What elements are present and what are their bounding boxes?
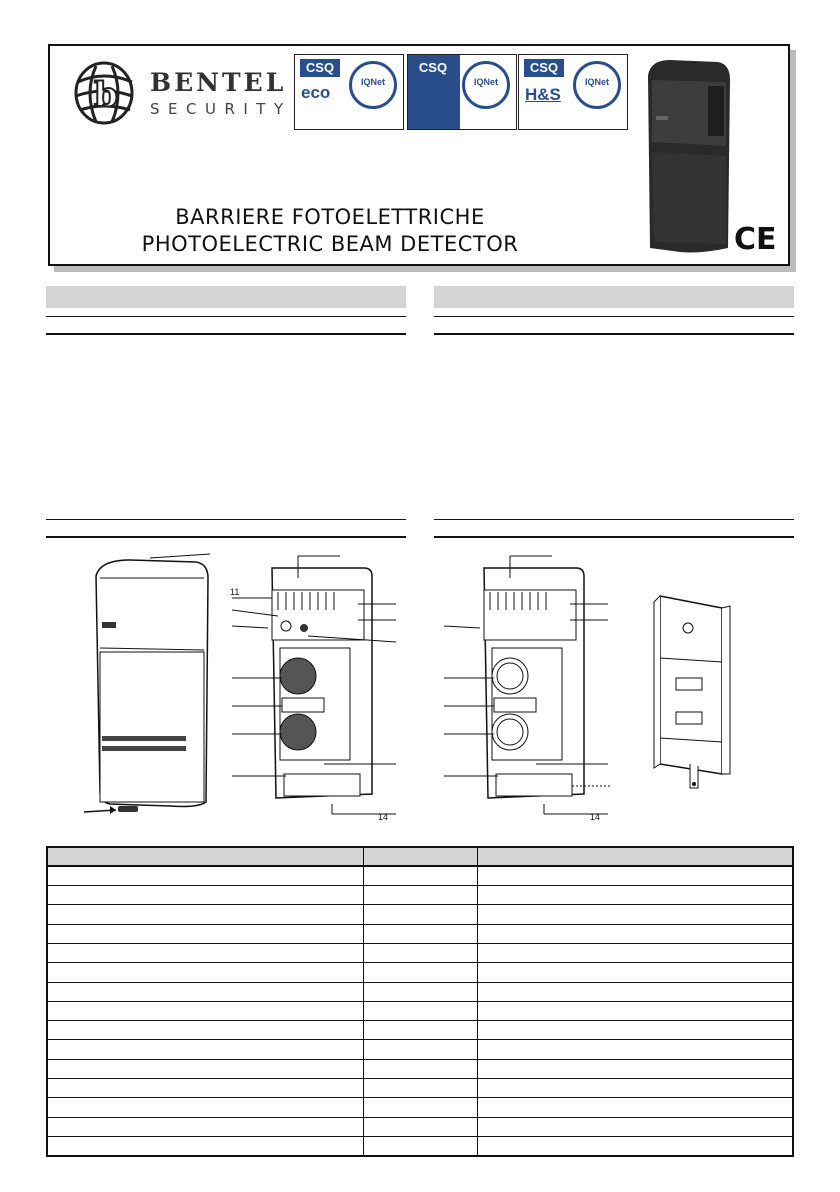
iqnet-seal-icon: IQNet (349, 61, 397, 109)
table-cell (363, 1079, 477, 1098)
table-cell (477, 1079, 793, 1098)
table-cell (363, 943, 477, 962)
table-row (47, 1079, 793, 1098)
data-table (46, 846, 794, 1157)
rule (434, 536, 794, 538)
mounting-bracket-diagram (650, 588, 740, 800)
table-row (47, 905, 793, 924)
table-cell (363, 1001, 477, 1020)
table-header-cell (363, 847, 477, 866)
table-cell (47, 1098, 363, 1117)
detector-internal-diagram-b (440, 548, 612, 822)
detector-cover-diagram (70, 548, 220, 828)
table-cell (477, 982, 793, 1001)
section-bar-left (46, 286, 406, 308)
table-cell (477, 905, 793, 924)
table-cell (477, 943, 793, 962)
csq-badge: CSQ (524, 59, 564, 77)
rule (434, 316, 794, 317)
table-cell (47, 866, 363, 885)
table-cell (47, 1040, 363, 1059)
table-cell (363, 963, 477, 982)
rule (46, 536, 406, 538)
table-cell (477, 1117, 793, 1136)
table-cell (477, 1021, 793, 1040)
table-cell (363, 982, 477, 1001)
table-cell (47, 924, 363, 943)
callout-14: 14 (378, 812, 389, 822)
table-row (47, 982, 793, 1001)
table-cell (477, 1098, 793, 1117)
callout-11: 11 (230, 587, 240, 597)
table-row (47, 1059, 793, 1078)
cert-quality (407, 54, 517, 130)
iqnet-seal-icon: IQNet (462, 61, 510, 109)
table-cell (363, 1040, 477, 1059)
table-row (47, 886, 793, 905)
table-cell (363, 1117, 477, 1136)
table-cell (477, 963, 793, 982)
table-row (47, 1001, 793, 1020)
table-cell (363, 1098, 477, 1117)
table-cell (47, 1001, 363, 1020)
table-cell (477, 1059, 793, 1078)
table-cell (477, 1001, 793, 1020)
callout-14: 14 (590, 812, 601, 822)
table-cell (47, 1059, 363, 1078)
rule (46, 333, 406, 335)
table-cell (363, 866, 477, 885)
table-row (47, 1117, 793, 1136)
table-cell (477, 924, 793, 943)
table-row (47, 1136, 793, 1155)
table-cell (47, 982, 363, 1001)
cert-hs (518, 54, 628, 130)
section-bar-right (434, 286, 794, 308)
cert-sublabel: H&S (525, 85, 561, 104)
table-header-cell (477, 847, 793, 866)
table-cell (477, 886, 793, 905)
header-box (48, 44, 790, 266)
svg-text:b: b (94, 75, 118, 115)
rule (434, 333, 794, 335)
ce-mark: CE (734, 222, 777, 257)
product-photo (640, 56, 732, 254)
table-cell (47, 1079, 363, 1098)
table-row (47, 1098, 793, 1117)
detector-internal-diagram-a (228, 548, 400, 822)
table-cell (363, 905, 477, 924)
brand-name: BENTEL (150, 68, 287, 97)
rule (434, 519, 794, 520)
table-row (47, 963, 793, 982)
cert-eco (294, 54, 404, 130)
brand-tagline: SECURITY (150, 100, 292, 118)
table-cell (47, 1117, 363, 1136)
table-cell (47, 943, 363, 962)
csq-badge: CSQ (300, 59, 340, 77)
title-line-italian: BARRIERE FOTOELETTRICHE (175, 205, 485, 229)
table-cell (477, 1040, 793, 1059)
iqnet-seal-icon: IQNet (573, 61, 621, 109)
table-header-row (47, 847, 793, 866)
brand-logo (70, 60, 290, 124)
cert-sublabel: eco (301, 83, 331, 102)
table-cell (363, 1021, 477, 1040)
table-header-cell (47, 847, 363, 866)
table-cell (477, 866, 793, 885)
table-cell (363, 924, 477, 943)
table-cell (363, 886, 477, 905)
rule (46, 316, 406, 317)
table-cell (47, 1136, 363, 1155)
csq-badge: CSQ (413, 59, 453, 77)
table-cell (363, 1136, 477, 1155)
table-row (47, 943, 793, 962)
table-cell (47, 1021, 363, 1040)
table-row (47, 866, 793, 885)
table-row (47, 924, 793, 943)
globe-icon (70, 60, 140, 126)
table-row (47, 1021, 793, 1040)
table-cell (47, 963, 363, 982)
table-cell (477, 1136, 793, 1155)
table-cell (47, 905, 363, 924)
document-title (120, 204, 540, 258)
table-row (47, 1040, 793, 1059)
title-line-english: PHOTOELECTRIC BEAM DETECTOR (141, 232, 519, 256)
rule (46, 519, 406, 520)
table-cell (363, 1059, 477, 1078)
table-cell (47, 886, 363, 905)
